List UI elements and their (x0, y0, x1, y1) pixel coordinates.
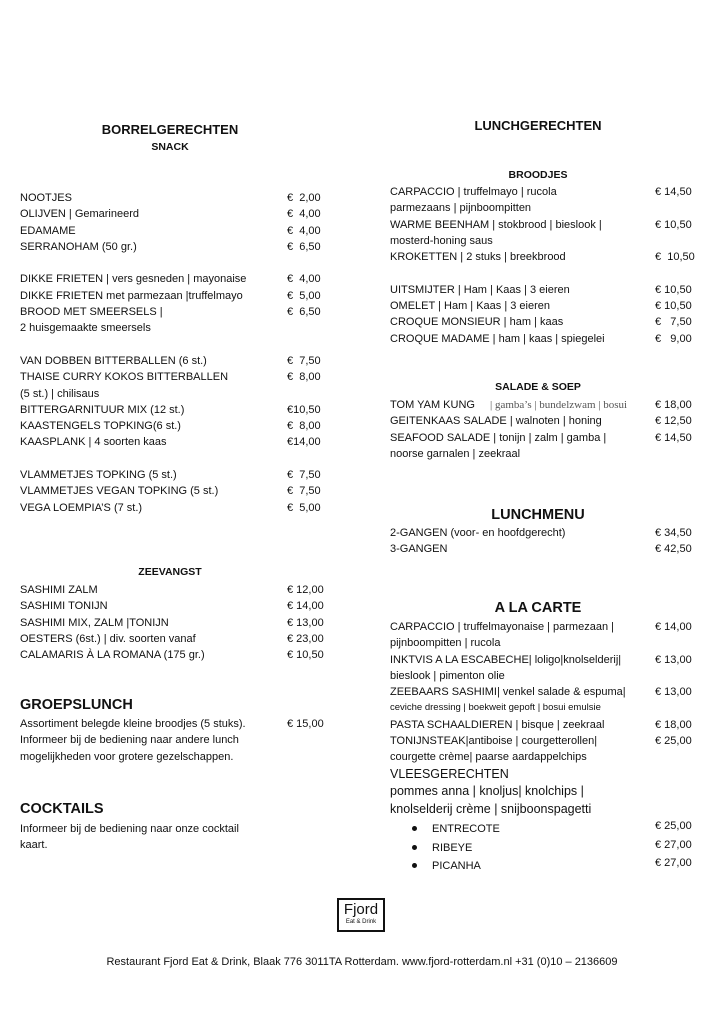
menu-item (390, 298, 710, 314)
item-name: pijnboompitten | rucola (390, 637, 501, 650)
menu-item (20, 288, 340, 304)
menu-item (20, 716, 340, 732)
item-name: SEAFOOD SALADE | tonijn | zalm | gamba | (390, 431, 607, 444)
item-price: € 34,50 (655, 527, 692, 539)
item-price: € 6,50 (287, 306, 321, 319)
item-name: TOM YAM KUNG (390, 399, 475, 411)
item-price: € 27,00 (655, 838, 692, 851)
menu-item (20, 631, 340, 647)
item-name: OMELET | Ham | Kaas | 3 eieren (390, 300, 550, 313)
item-price: € 10,50 (655, 218, 692, 231)
item-name: ZEEBAARS SASHIMI| venkel salade & espuma| (390, 686, 626, 699)
item-name: THAISE CURRY KOKOS BITTERBALLEN (20, 371, 229, 384)
item-price: € 18,00 (655, 718, 692, 731)
menu-item (390, 801, 710, 819)
item-price: € 7,50 (287, 354, 321, 367)
salade-list (390, 397, 710, 462)
item-name: bieslook | pimenton olie (390, 669, 505, 682)
menu-item (20, 647, 340, 663)
menu-item (390, 233, 710, 249)
item-name: CARPACCIO | truffelmayonaise | parmezaan | (390, 621, 614, 633)
item-name: SASHIMI MIX, ZALM |TONIJN (20, 616, 169, 629)
fjord-logo (337, 898, 385, 932)
groepslunch-list (20, 716, 340, 765)
menu-item (390, 397, 710, 413)
menu-item (20, 320, 340, 336)
broodjes-title: BROODJES (508, 169, 568, 181)
item-name: courgette crème| paarse aardappelchips (390, 751, 587, 764)
item-name: pommes anna | knoljus| knolchips | (390, 784, 584, 799)
menu-item (410, 857, 710, 876)
menu-item (390, 684, 710, 700)
item-name: DIKKE FRIETEN met parmezaan |truffelmayo (20, 289, 243, 302)
item-price: € 4,00 (287, 208, 321, 221)
lunchmenu-list (390, 525, 710, 558)
item-price: €10,50 (287, 403, 321, 416)
item-name: WARME BEENHAM | stokbrood | bieslook | (390, 218, 602, 231)
item-name: Assortiment belegde kleine broodjes (5 stuks). (20, 718, 246, 730)
menu-item (20, 190, 340, 206)
item-price: € 9,00 (655, 332, 692, 345)
item-name: knolselderij crème | snijboonspagetti (390, 801, 592, 816)
item-price: € 10,50 (655, 283, 692, 296)
item-price: € 25,00 (655, 820, 692, 832)
menu-item (390, 700, 710, 716)
item-price: € 13,00 (287, 616, 324, 629)
item-name: TONIJNSTEAK|antiboise | courgetterollen| (390, 735, 598, 748)
logo-tagline: Eat & Drink (345, 919, 377, 925)
menu-item (390, 413, 710, 429)
item-price: € 8,00 (287, 420, 321, 433)
menu-item (390, 184, 710, 200)
item-name: parmezaans | pijnboompitten (390, 202, 532, 215)
snack-list (20, 190, 340, 516)
spacer (20, 337, 340, 353)
item-name: VLAMMETJES TOPKING (5 st.) (20, 469, 177, 482)
menu-item (390, 200, 710, 216)
broodjes-list (390, 184, 710, 347)
item-price: € 12,50 (655, 415, 692, 428)
bullet-icon (412, 826, 417, 831)
menu-item (20, 418, 340, 434)
item-name: Informeer bij de bediening naar andere lunch (20, 734, 239, 747)
cocktails-title: COCKTAILS (20, 801, 104, 817)
item-price: € 13,00 (655, 653, 692, 666)
lunchgerechten-title: LUNCHGERECHTEN (474, 118, 602, 133)
item-price: € 25,00 (655, 735, 692, 748)
item-name: VLAMMETJES VEGAN TOPKING (5 st.) (20, 485, 219, 498)
menu-item (390, 619, 710, 635)
item-name: VAN DOBBEN BITTERBALLEN (6 st.) (20, 354, 207, 367)
spacer (20, 451, 340, 467)
menu-item (20, 615, 340, 631)
lunchmenu-title: LUNCHMENU (491, 507, 585, 523)
menu-item (20, 369, 340, 385)
item-price: € 10,50 (655, 300, 692, 313)
item-name: GEITENKAAS SALADE | walnoten | honing (390, 415, 602, 428)
item-name: VEGA LOEMPIA’S (7 st.) (20, 501, 143, 514)
item-price: € 12,00 (287, 584, 324, 596)
item-price: € 7,50 (287, 485, 321, 498)
item-price: € 8,00 (287, 371, 321, 384)
menu-item (20, 821, 340, 837)
item-price: € 14,00 (655, 621, 692, 633)
menu-item (20, 598, 340, 614)
vleesgerechten-list (410, 820, 710, 876)
item-price: €14,00 (287, 436, 321, 449)
menu-item (20, 271, 340, 287)
groepslunch-title: GROEPSLUNCH (20, 697, 133, 713)
item-name: CROQUE MONSIEUR | ham | kaas (390, 316, 564, 329)
item-price: € 5,00 (287, 501, 321, 514)
item-name: NOOTJES (20, 192, 72, 204)
bullet-icon (412, 845, 417, 850)
item-price: € 7,50 (655, 316, 692, 329)
menu-item (20, 353, 340, 369)
menu-item (20, 223, 340, 239)
menu-item (390, 668, 710, 684)
menu-item (390, 635, 710, 651)
menu-item (20, 304, 340, 320)
item-name: PASTA SCHAALDIEREN | bisque | zeekraal (390, 718, 605, 731)
item-name: 3-GANGEN (390, 543, 448, 556)
item-name: UITSMIJTER | Ham | Kaas | 3 eieren (390, 283, 570, 296)
zeevangst-title: ZEEVANGST (138, 566, 202, 578)
zeevangst-list (20, 582, 340, 663)
item-name: 2 huisgemaakte smeersels (20, 322, 151, 335)
alacarte-list (390, 619, 710, 818)
item-price: € 14,50 (655, 186, 692, 198)
menu-item (20, 500, 340, 516)
menu-item (20, 434, 340, 450)
menu-item (390, 446, 710, 462)
item-name: kaart. (20, 839, 48, 852)
item-name: CALAMARIS À LA ROMANA (175 gr.) (20, 649, 205, 662)
item-name: mosterd-honing saus (390, 234, 493, 247)
item-price: € 42,50 (655, 543, 692, 556)
item-name: OLIJVEN | Gemarineerd (20, 208, 140, 221)
item-name: INKTVIS A LA ESCABECHE| loligo|knolselderij| (390, 653, 622, 666)
menu-item (20, 467, 340, 483)
menu-item (20, 749, 340, 765)
item-price: € 23,00 (287, 632, 324, 645)
item-price: € 4,00 (287, 224, 321, 237)
item-name: EDAMAME (20, 224, 76, 237)
menu-item (20, 732, 340, 748)
bullet-icon (412, 863, 417, 868)
cocktails-list (20, 821, 340, 854)
item-price: € 14,00 (287, 600, 324, 613)
menu-item (390, 783, 710, 801)
item-price: € 13,00 (655, 686, 692, 699)
item-price: € 10,50 (287, 649, 324, 662)
menu-item (390, 525, 710, 541)
item-name: VLEESGERECHTEN (390, 766, 509, 781)
menu-item (390, 249, 710, 265)
spacer (390, 265, 710, 281)
menu-item (390, 541, 710, 557)
item-name: BROOD MET SMEERSELS | (20, 306, 163, 319)
menu-item (390, 733, 710, 749)
item-description: | gamba’s | bundelzwam | bosui (490, 399, 628, 411)
menu-item (390, 749, 710, 765)
item-name: BITTERGARNITUUR MIX (12 st.) (20, 403, 185, 416)
item-price: € 2,00 (287, 192, 321, 204)
menu-item (390, 430, 710, 446)
item-name: KROKETTEN | 2 stuks | breekbrood (390, 251, 566, 264)
menu-item (20, 837, 340, 853)
footer-address: Restaurant Fjord Eat & Drink, Blaak 776 3011TA Rotterdam. www.fjord-rotterdam.nl +31 (0)10 – 2136609 (106, 956, 618, 968)
item-name: DIKKE FRIETEN | vers gesneden | mayonaise (20, 273, 247, 286)
menu-item (390, 652, 710, 668)
item-name: noorse garnalen | zeekraal (390, 447, 521, 460)
item-name: mogelijkheden voor grotere gezelschappen. (20, 750, 234, 763)
item-name: 2-GANGEN (voor- en hoofdgerecht) (390, 527, 566, 539)
menu-item (20, 582, 340, 598)
menu-item (20, 402, 340, 418)
item-price: € 5,00 (287, 289, 321, 302)
menu-item (390, 766, 710, 784)
item-name: SASHIMI ZALM (20, 584, 98, 596)
item-price: € 7,50 (287, 469, 321, 482)
spacer (20, 255, 340, 271)
item-name: KAASPLANK | 4 soorten kaas (20, 436, 167, 449)
item-price: € 14,50 (655, 431, 692, 444)
logo-name: Fjord (343, 901, 379, 918)
item-name: ENTRECOTE (432, 823, 500, 835)
item-name: PICANHA (432, 860, 481, 872)
menu-item (20, 483, 340, 499)
menu-item (390, 217, 710, 233)
item-price: € 18,00 (655, 399, 692, 411)
item-name: KAASTENGELS TOPKING(6 st.) (20, 420, 181, 433)
menu-item (20, 239, 340, 255)
salade-title: SALADE & SOEP (495, 381, 581, 393)
menu-item (390, 282, 710, 298)
borrelgerechten-title: BORRELGERECHTEN (101, 122, 239, 137)
item-name: SASHIMI TONIJN (20, 600, 108, 613)
item-name: SERRANOHAM (50 gr.) (20, 240, 137, 253)
menu-item (390, 314, 710, 330)
item-name: ceviche dressing | boekweit gepoft | bosui emulsie (390, 702, 601, 714)
item-name: CARPACCIO | truffelmayo | rucola (390, 186, 557, 198)
menu-item (20, 206, 340, 222)
alacarte-title: A LA CARTE (494, 600, 582, 616)
menu-item (390, 331, 710, 347)
item-name: OESTERS (6st.) | div. soorten vanaf (20, 632, 196, 645)
item-name: Informeer bij de bediening naar onze cocktail (20, 823, 239, 835)
item-price: € 15,00 (287, 718, 324, 730)
item-name: RIBEYE (432, 841, 473, 854)
snack-subtitle: SNACK (151, 141, 189, 153)
item-price: € 4,00 (287, 273, 321, 286)
item-price: € 6,50 (287, 240, 321, 253)
item-price: € 27,00 (655, 857, 692, 869)
item-name: (5 st.) | chilisaus (20, 387, 100, 400)
menu-item (20, 386, 340, 402)
menu-item (390, 717, 710, 733)
item-price: € 10,50 (655, 251, 695, 264)
item-name: CROQUE MADAME | ham | kaas | spiegelei (390, 332, 605, 345)
